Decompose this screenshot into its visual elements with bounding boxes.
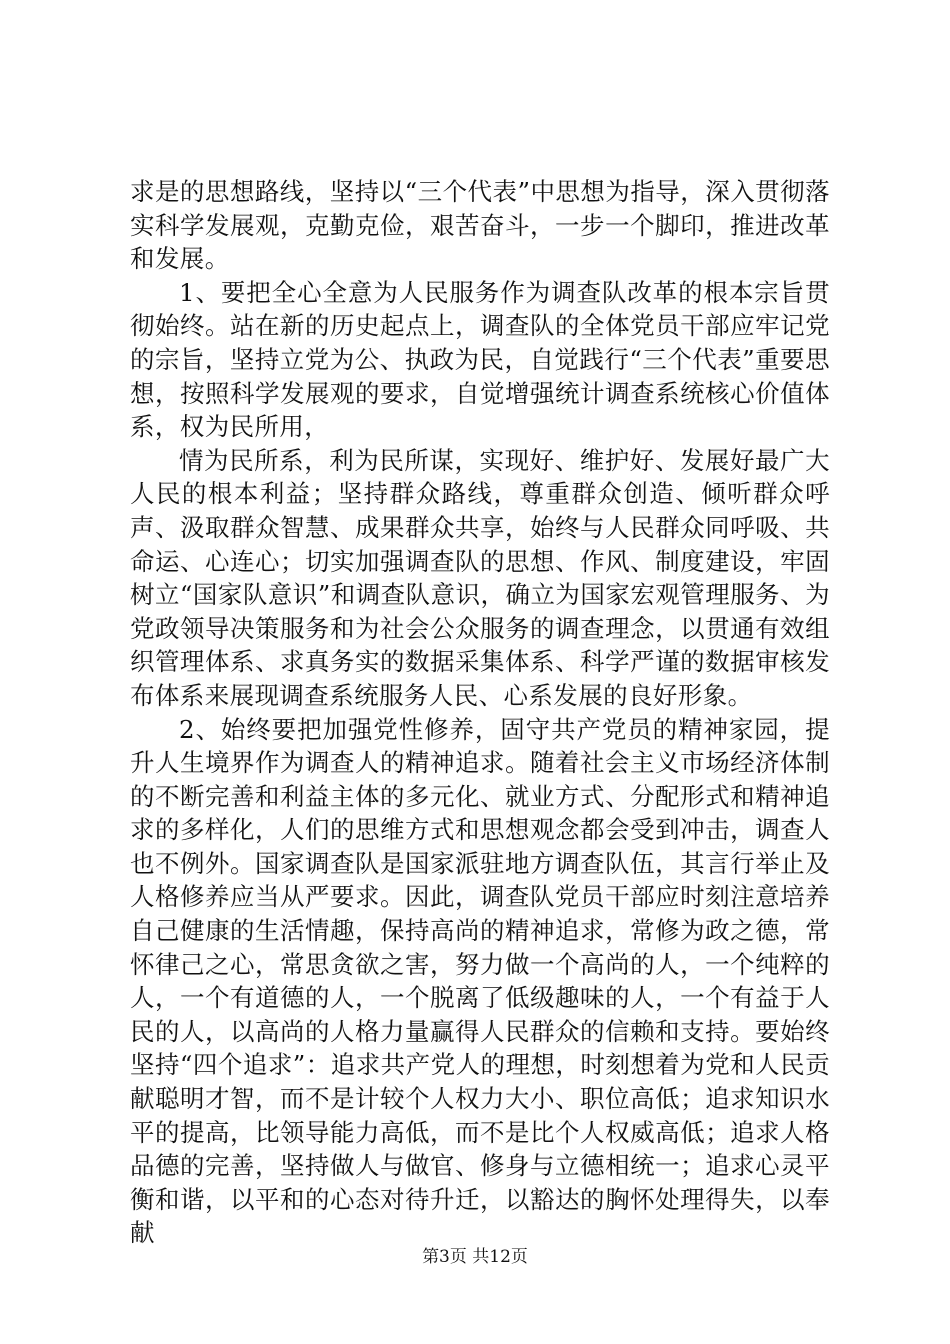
document-body xyxy=(130,175,830,1250)
paragraph-2: 1、要把全心全意为人民服务作为调查队改革的根本宗旨贯彻始终。站在新的历史起点上，调查队的全体党员干部应牢记党的宗旨，坚持立党为公、执政为民，自觉践行“三个代表”重要思想，按照科学发展观的要求，自觉增强统计调查系统核心价值体系，权为民所用， xyxy=(130,277,830,442)
paragraph-1: 求是的思想路线，坚持以“三个代表”中思想为指导，深入贯彻落实科学发展观，克勤克俭，艰苦奋斗，一步一个脚印，推进改革和发展。 xyxy=(130,177,830,274)
page-number-label: 第3页 共12页 xyxy=(422,1247,528,1267)
paragraph-3: 情为民所系，利为民所谋，实现好、维护好、发展好最广大人民的根本利益；坚持群众路线，尊重群众创造、倾听群众呼声、汲取群众智慧、成果群众共享，始终与人民群众同呼吸、共命运、心连心；切实加强调查队的思想、作风、制度建设，牢固树立“国家队意识”和调查队意识，确立为国家宏观管理服务、为党政领导决策服务和为社会公众服务的调查理念，以贯通有效组织管理体系、求真务实的数据采集体系、科学严谨的数据审核发布体系来展现调查系统服务人民、心系发展的良好形象。 xyxy=(130,445,830,710)
paragraph-4: 2、始终要把加强党性修养，固守共产党员的精神家园，提升人生境界作为调查人的精神追求。随着社会主义市场经济体制的不断完善和利益主体的多元化、就业方式、分配形式和精神追求的多样化，人们的思维方式和思想观念都会受到冲击，调查人也不例外。国家调查队是国家派驻地方调查队伍，其言行举止及人格修养应当从严要求。因此，调查队党员干部应时刻注意培养自己健康的生活情趣，保持高尚的精神追求，常修为政之德，常怀律己之心，常思贪欲之害，努力做一个高尚的人，一个纯粹的人，一个有道德的人，一个脱离了低级趣味的人，一个有益于人民的人，以高尚的人格力量赢得人民群众的信赖和支持。要始终坚持“四个追求”：追求共产党人的理想，时刻想着为党和人民贡献聪明才智，而不是计较个人权力大小、职位高低；追求知识水平的提高，比领导能力高低，而不是比个人权威高低；追求人格品德的完善，坚持做人与做官、修身与立德相统一；追求心灵平衡和谐，以平和的心态对待升迁，以豁达的胸怀处理得失，以奉献 xyxy=(130,714,830,1248)
page-footer xyxy=(0,1246,950,1268)
